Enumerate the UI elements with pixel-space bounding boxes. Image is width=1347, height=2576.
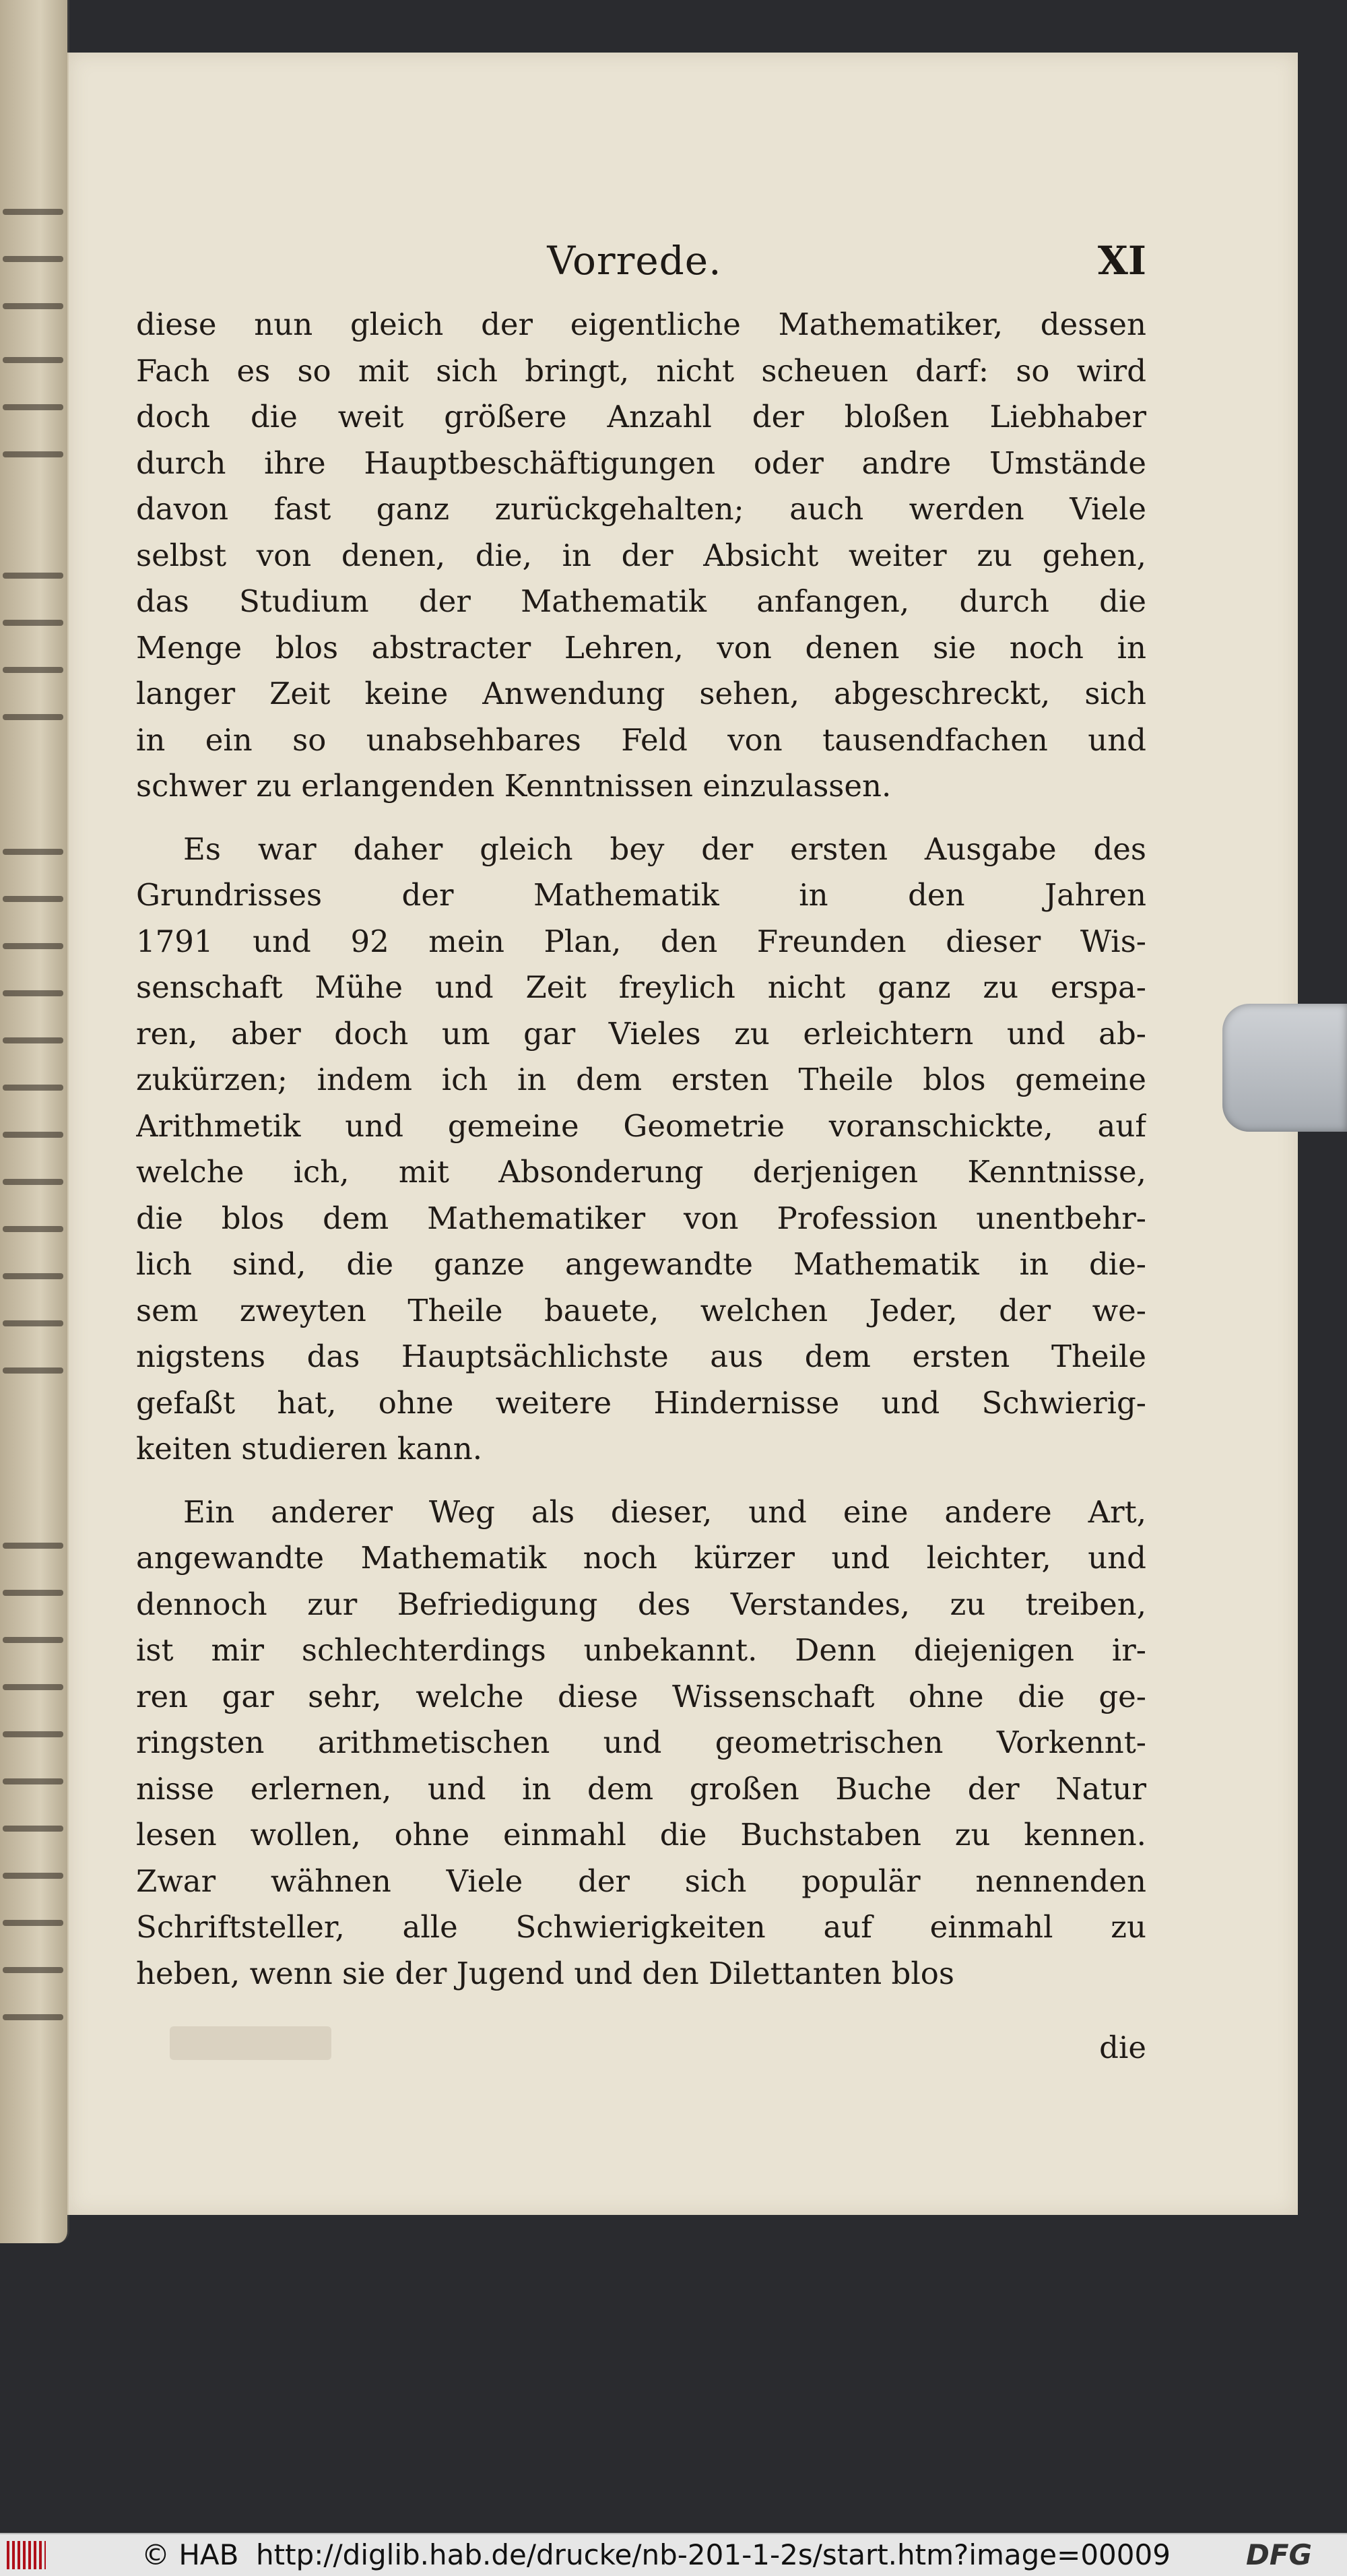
text-line: dennoch zur Befriedigung des Verstandes, zu treiben, bbox=[136, 1586, 1146, 1622]
text-line: doch die weit größere Anzahl der bloßen Liebhaber bbox=[136, 399, 1146, 434]
footer-url-link[interactable]: http://diglib.hab.de/drucke/nb-201-1-2s/start.htm?image=00009 bbox=[256, 2538, 1171, 2571]
text-line: keiten studieren kann. bbox=[136, 1431, 483, 1467]
text-line: heben, wenn sie der Jugend und den Dilettanten blos bbox=[136, 1955, 954, 1991]
text-line: nisse erlernen, und in dem großen Buche der Natur bbox=[136, 1770, 1146, 1807]
page-header bbox=[69, 238, 1298, 292]
footer-copyright: © HAB bbox=[141, 2538, 239, 2571]
text-line: welche ich, mit Absonderung derjenigen Kenntnisse, bbox=[136, 1154, 1146, 1190]
text-line: Grundrisses der Mathematik in den Jahren bbox=[136, 877, 1146, 913]
text-line: davon fast ganz zurückgehalten; auch werden Viele bbox=[136, 491, 1146, 527]
text-line: ringsten arithmetischen und geometrischen Vorkennt- bbox=[136, 1725, 1146, 1760]
text-line: ren gar sehr, welche diese Wissenschaft ohne die ge- bbox=[136, 1678, 1146, 1714]
text-line: Arithmetik und gemeine Geometrie voranschickte, auf bbox=[136, 1107, 1146, 1144]
text-line: langer Zeit keine Anwendung sehen, abgeschreckt, sich bbox=[136, 676, 1146, 711]
text-line: sem zweyten Theile bauete, welchen Jeder, der we- bbox=[136, 1292, 1146, 1328]
faded-stamp bbox=[170, 2026, 331, 2060]
text-line: ren, aber doch um gar Vieles zu erleichtern und ab- bbox=[136, 1015, 1146, 1052]
text-line: das Studium der Mathematik anfangen, durch die bbox=[136, 583, 1146, 619]
text-line: angewandte Mathematik noch kürzer und leichter, und bbox=[136, 1540, 1146, 1576]
text-line: die blos dem Mathematiker von Profession unentbehr- bbox=[136, 1200, 1146, 1236]
paragraph bbox=[136, 1489, 1146, 1997]
text-line: Ein anderer Weg als dieser, und eine andere Art, bbox=[183, 1493, 1146, 1530]
body-text bbox=[136, 302, 1146, 1997]
text-line: schwer zu erlangenden Kenntnissen einzulassen. bbox=[136, 768, 892, 804]
text-line: in ein so unabsehbares Feld von tausendfachen und bbox=[136, 721, 1146, 758]
text-line: gefaßt hat, ohne weitere Hindernisse und Schwierig- bbox=[136, 1384, 1146, 1421]
text-line: Fach es so mit sich bringt, nicht scheuen darf: so wird bbox=[136, 352, 1146, 389]
running-title: Vorrede. bbox=[547, 238, 722, 284]
catchword: die bbox=[1099, 2030, 1146, 2065]
paragraph bbox=[136, 302, 1146, 810]
text-line: senschaft Mühe und Zeit freylich nicht ganz zu erspa- bbox=[136, 969, 1146, 1005]
barcode-icon bbox=[7, 2541, 46, 2569]
text-line: lesen wollen, ohne einmahl die Buchstaben zu kennen. bbox=[136, 1817, 1146, 1853]
text-line: 1791 und 92 mein Plan, den Freunden dieser Wis- bbox=[136, 923, 1146, 959]
text-line: zukürzen; indem ich in dem ersten Theile blos gemeine bbox=[136, 1062, 1146, 1097]
text-line: diese nun gleich der eigentliche Mathematiker, dessen bbox=[136, 307, 1146, 342]
text-line: ist mir schlechterdings unbekannt. Denn diejenigen ir- bbox=[136, 1632, 1146, 1668]
page-clip bbox=[1222, 1004, 1347, 1132]
paragraph bbox=[136, 827, 1146, 1473]
text-line: Zwar wähnen Viele der sich populär nennenden bbox=[136, 1863, 1146, 1899]
text-line: selbst von denen, die, in der Absicht weiter zu gehen, bbox=[136, 537, 1146, 573]
text-line: nigstens das Hauptsächlichste aus dem ersten Theile bbox=[136, 1339, 1146, 1374]
book-page bbox=[67, 53, 1298, 2215]
text-line: Schriftsteller, alle Schwierigkeiten auf einmahl zu bbox=[136, 1909, 1146, 1945]
text-line: Menge blos abstracter Lehren, von denen sie noch in bbox=[136, 629, 1146, 666]
text-line: durch ihre Hauptbeschäftigungen oder andre Umstände bbox=[136, 445, 1146, 481]
facing-page-edge bbox=[0, 0, 69, 2243]
text-line: Es war daher gleich bey der ersten Ausgabe des bbox=[183, 831, 1146, 867]
dfg-logo: DFG bbox=[1246, 2538, 1313, 2571]
text-line: lich sind, die ganze angewandte Mathematik in die- bbox=[136, 1246, 1146, 1282]
page-number: XI bbox=[1097, 238, 1146, 284]
footer-bar bbox=[0, 2533, 1347, 2576]
